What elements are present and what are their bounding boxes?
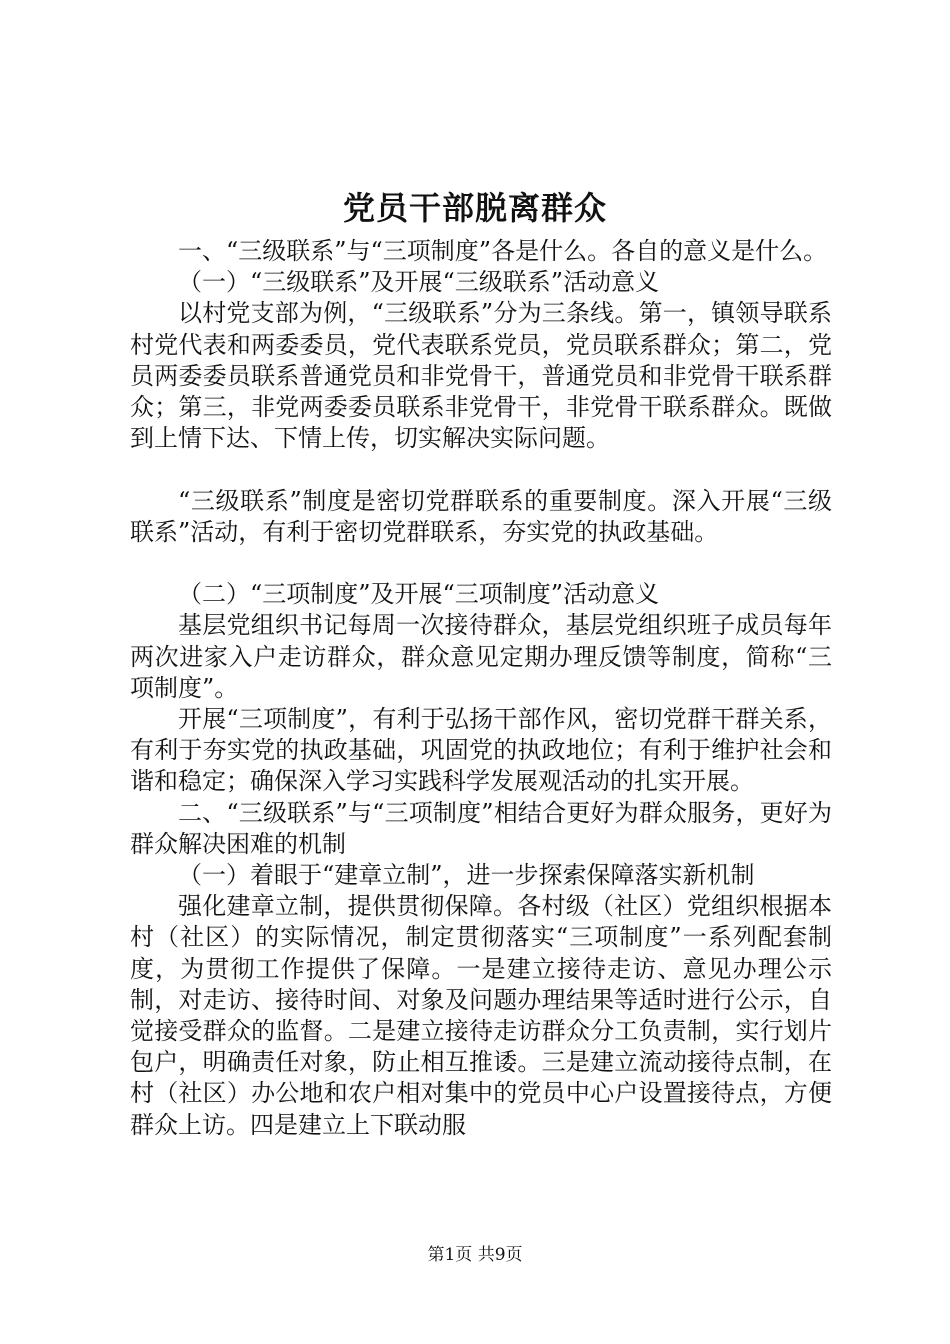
paragraph-three-level-contact: 以村党支部为例，“三级联系”分为三条线。第一，镇领导联系村党代表和两委委员，党代表联系党员，党员联系群众；第二，党员两委委员联系普通党员和非党骨干，普通党员和非党骨干联系群众；第三，非党两委委员联系非党骨干，非党骨干联系群众。既做到上情下达、下情上传，切实解决实际问题。: [130, 299, 832, 453]
document-title: 党员干部脱离群众: [342, 189, 607, 227]
paragraph-spacer: [130, 548, 832, 579]
paragraph-spacer: [130, 454, 832, 485]
page-indicator: 第1页 共9页: [427, 1245, 523, 1265]
paragraph-section-1-heading: 一、“三级联系”与“三项制度”各是什么。各自的意义是什么。: [178, 237, 828, 265]
paragraph-three-level-significance: “三级联系”制度是密切党群联系的重要制度。深入开展“三级联系”活动，有利于密切党群联系，夯实党的执政基础。: [130, 486, 832, 546]
paragraph-subsection-2-1-heading: （一）着眼于“建章立制”，进一步探索保障落实新机制: [178, 861, 755, 890]
paragraph-three-systems-significance: 开展“三项制度”，有利于弘扬干部作风，密切党群干群关系，有利于夯实党的执政基础，巩固党的执政地位；有利于维护社会和谐和稳定；确保深入学习实践科学发展观活动的扎实开展。: [130, 705, 832, 796]
paragraph-subsection-2-heading: （二）“三项制度”及开展“三项制度”活动意义: [178, 580, 660, 609]
paragraph-section-2-heading: 二、“三级联系”与“三项制度”相结合更好为群众服务，更好为群众解决困难的机制: [130, 798, 832, 858]
paragraph-subsection-1-heading: （一）“三级联系”及开展“三级联系”活动意义: [178, 268, 660, 297]
paragraph-rules-mechanism: 强化建章立制，提供贯彻保障。各村级（社区）党组织根据本村（社区）的实际情况，制定贯彻落实“三项制度”一系列配套制度，为贯彻工作提供了保障。一是建立接待走访、意见办理公示制，对走访、接待时间、对象及问题办理结果等适时进行公示，自觉接受群众的监督。二是建立接待走访群众分工负责制，实行划片包户，明确责任对象，防止相互推诿。三是建立流动接待点制，在村（社区）办公地和农户相对集中的党员中心户设置接待点，方便群众上访。四是建立上下联动服: [130, 892, 832, 1139]
paragraph-three-systems-definition: 基层党组织书记每周一次接待群众，基层党组织班子成员每年两次进家入户走访群众，群众意见定期办理反馈等制度，简称“三项制度”。: [130, 611, 832, 702]
document-body: [130, 236, 832, 1141]
